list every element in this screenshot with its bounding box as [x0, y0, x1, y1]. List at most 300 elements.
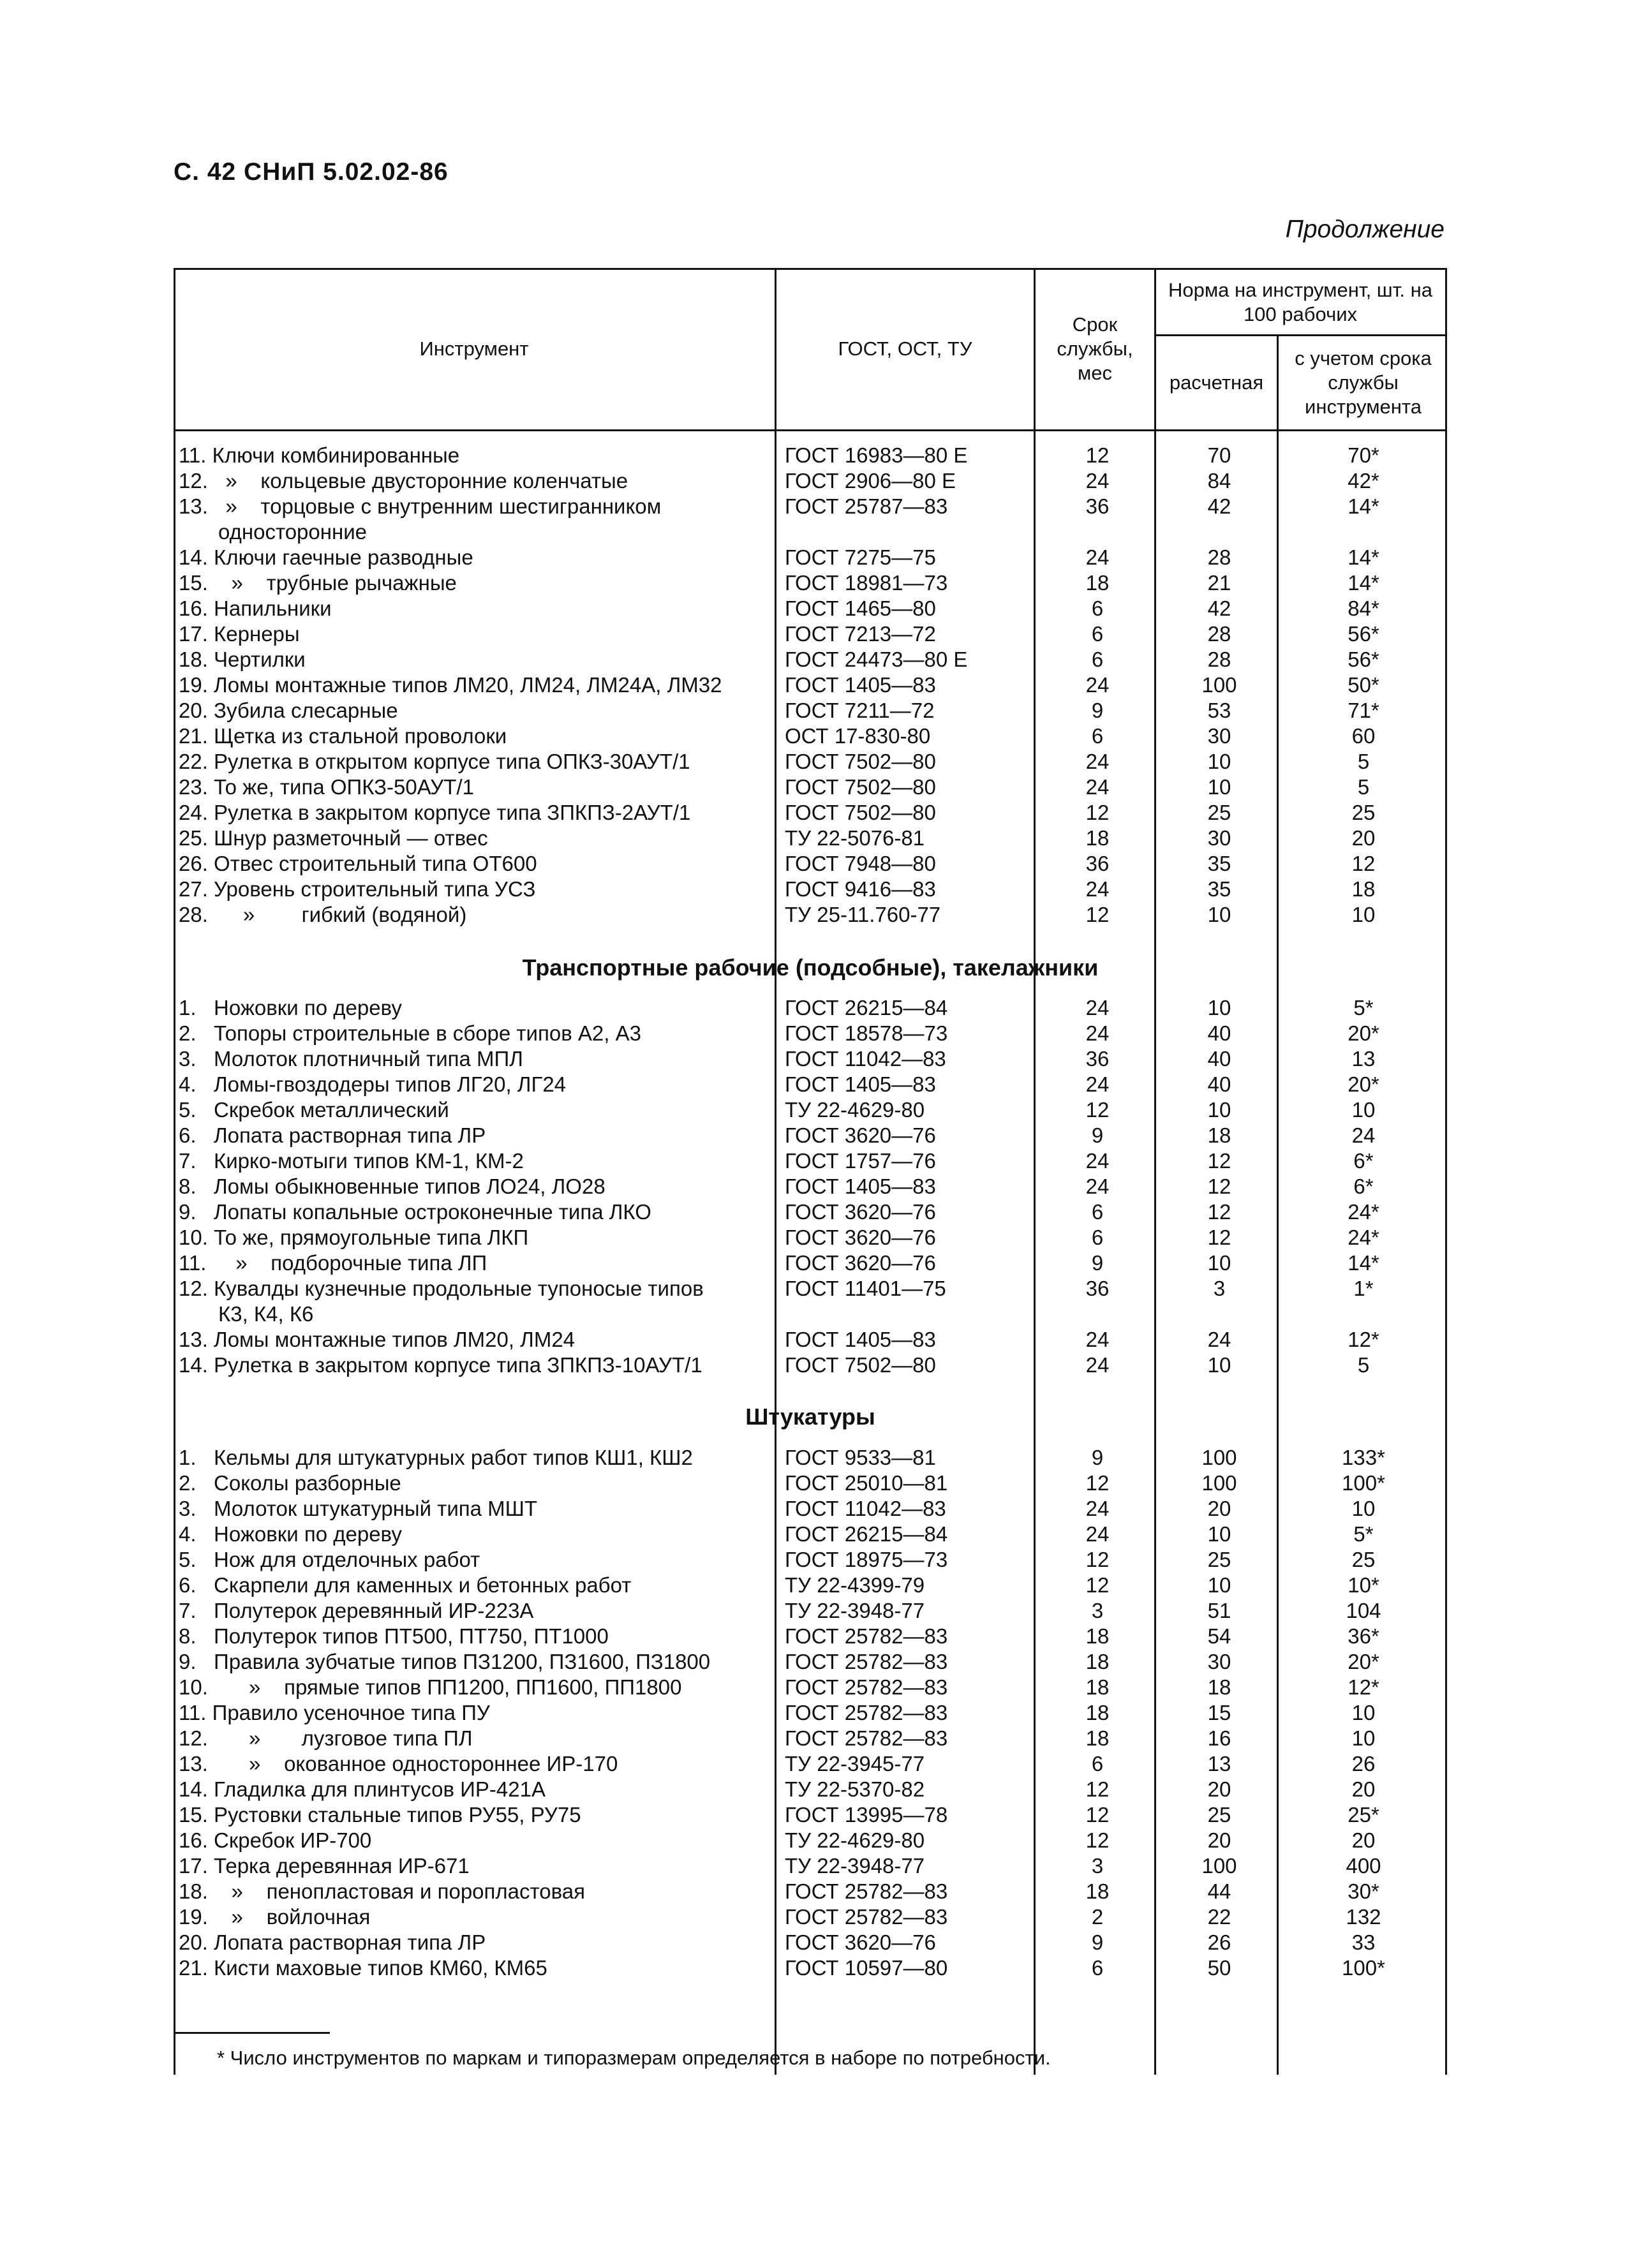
calc-norm-cell: 30 [1207, 1650, 1231, 1673]
gost-cell: ГОСТ 18578—73 [785, 1021, 948, 1045]
tool-name-text: 21. Щетка из стальной проволоки [179, 724, 507, 748]
calc-norm-cell: 40 [1207, 1047, 1231, 1071]
service-term-cell: 9 [1091, 699, 1104, 722]
tool-name-text: 13. » торцовые с внутренним шестигранником [179, 494, 662, 518]
gost-cell: ГОСТ 7213—72 [785, 622, 936, 646]
service-term-cell: 6 [1091, 1752, 1104, 1775]
tool-name-text: 24. Рулетка в закрытом корпусе типа ЗПКПЗ-2АУТ/1 [179, 801, 691, 824]
tool-name-text: 28. » гибкий (водяной) [179, 903, 467, 926]
life-norm-cell: 104 [1346, 1599, 1381, 1622]
calc-norm-cell: 10 [1207, 1251, 1231, 1275]
life-norm-cell: 1* [1353, 1277, 1374, 1300]
life-norm-cell: 5 [1357, 775, 1370, 799]
calc-norm-cell: 10 [1207, 1098, 1231, 1122]
gost-cell: ГОСТ 26215—84 [785, 996, 948, 1019]
tool-name [179, 1353, 773, 1378]
tool-name [179, 775, 773, 800]
life-norm-cell: 24 [1351, 1123, 1376, 1147]
service-term-cell: 12 [1085, 1471, 1110, 1495]
service-term-cell: 24 [1085, 1175, 1110, 1198]
continuation-label: Продолжение [1285, 216, 1445, 243]
tool-name [179, 1751, 773, 1777]
service-term-cell: 2 [1091, 1905, 1104, 1929]
gost-cell: ГОСТ 18981—73 [785, 571, 948, 595]
service-term-cell: 18 [1085, 1701, 1110, 1724]
life-norm-cell: 18 [1351, 877, 1376, 901]
calc-norm-cell: 18 [1207, 1123, 1231, 1147]
gost-cell: ГОСТ 25782—83 [785, 1905, 948, 1929]
life-norm-cell: 14* [1348, 494, 1379, 518]
gost-cell: ГОСТ 9416—83 [785, 877, 936, 901]
tool-name-text: 26. Отвес строительный типа ОТ600 [179, 852, 537, 875]
tool-name [179, 1225, 773, 1250]
life-norm-cell: 20* [1348, 1072, 1379, 1096]
life-norm-cell: 5 [1357, 1353, 1370, 1377]
calc-norm-cell: 10 [1207, 1573, 1231, 1597]
tool-name-text: 20. Зубила слесарные [179, 699, 398, 722]
life-norm-cell: 56* [1348, 648, 1379, 671]
service-term-cell: 36 [1085, 1047, 1110, 1071]
service-term-cell: 9 [1091, 1123, 1104, 1147]
calc-norm-cell: 42 [1207, 597, 1231, 620]
tool-name [179, 1853, 773, 1879]
service-term-cell: 24 [1085, 775, 1110, 799]
service-term-cell: 18 [1085, 1624, 1110, 1648]
calc-norm-cell: 20 [1207, 1777, 1231, 1801]
calc-norm-cell: 25 [1207, 1803, 1231, 1827]
gost-cell: ТУ 22-3948-77 [785, 1599, 925, 1622]
tool-name-text: 11. Правило усеночное типа ПУ [179, 1701, 490, 1724]
tool-name [179, 800, 773, 826]
calc-norm-cell: 15 [1207, 1701, 1231, 1724]
life-norm-cell: 30* [1348, 1879, 1379, 1903]
calc-norm-cell: 13 [1207, 1752, 1231, 1775]
tool-name [179, 1828, 773, 1853]
tool-name-text: 16. Скребок ИР-700 [179, 1828, 372, 1852]
tool-name [179, 1802, 773, 1828]
header-gost: ГОСТ, ОСТ, ТУ [838, 337, 972, 360]
calc-norm-cell: 10 [1207, 903, 1231, 926]
life-norm-cell: 12 [1351, 852, 1376, 875]
gost-cell: ГОСТ 7502—80 [785, 1353, 936, 1377]
tool-name-text: 1. Кельмы для штукатурных работ типов КШ1, КШ2 [179, 1446, 693, 1469]
calc-norm-cell: 40 [1207, 1072, 1231, 1096]
life-norm-cell: 13 [1351, 1047, 1376, 1071]
service-term-cell: 24 [1085, 1328, 1110, 1351]
header-term: Срок службы, мес [1057, 313, 1133, 384]
header-with-life: с учетом срока службы инструмента [1295, 347, 1432, 418]
life-norm-cell: 84* [1348, 597, 1379, 620]
calc-norm-cell: 100 [1201, 673, 1237, 697]
tool-name [179, 1250, 773, 1276]
gost-cell: ТУ 22-5076-81 [785, 826, 925, 850]
tool-name-text: 8. Ломы обыкновенные типов ЛО24, ЛО28 [179, 1175, 605, 1198]
tool-name [179, 851, 773, 877]
tool-name-text: 12. Кувалды кузнечные продольные тупоносые типов [179, 1277, 704, 1300]
tool-name [179, 1879, 773, 1904]
gost-cell: ГОСТ 10597—80 [785, 1956, 948, 1980]
life-norm-cell: 26 [1351, 1752, 1376, 1775]
service-term-cell: 12 [1085, 1828, 1110, 1852]
service-term-cell: 12 [1085, 801, 1110, 824]
tool-name [179, 1675, 773, 1700]
calc-norm-cell: 40 [1207, 1021, 1231, 1045]
service-term-cell: 6 [1091, 1956, 1104, 1980]
service-term-cell: 18 [1085, 1879, 1110, 1903]
calc-norm-cell: 20 [1207, 1497, 1231, 1520]
gost-cell: ГОСТ 18975—73 [785, 1548, 948, 1571]
tool-name-continuation: односторонние [218, 520, 367, 544]
service-term-cell: 24 [1085, 469, 1110, 493]
tool-name [179, 1522, 773, 1547]
calc-norm-cell: 21 [1207, 571, 1231, 595]
calc-norm-cell: 28 [1207, 622, 1231, 646]
life-norm-cell: 70* [1348, 443, 1379, 467]
tool-name [179, 570, 773, 596]
life-norm-cell: 10 [1351, 1098, 1376, 1122]
tool-name [179, 1097, 773, 1123]
service-term-cell: 24 [1085, 1072, 1110, 1096]
tool-name-text: 2. Соколы разборные [179, 1471, 401, 1495]
tool-name [179, 468, 773, 494]
gost-cell: ГОСТ 25782—83 [785, 1650, 948, 1673]
service-term-cell: 24 [1085, 1021, 1110, 1045]
tool-name-text: 10. То же, прямоугольные типа ЛКП [179, 1226, 529, 1249]
tool-name-text: 5. Скребок металлический [179, 1098, 449, 1122]
calc-norm-cell: 12 [1207, 1175, 1231, 1198]
service-term-cell: 9 [1091, 1931, 1104, 1954]
tool-name-text: 18. » пенопластовая и поропластовая [179, 1879, 585, 1903]
service-term-cell: 24 [1085, 1353, 1110, 1377]
gost-cell: ГОСТ 25782—83 [785, 1879, 948, 1903]
calc-norm-cell: 50 [1207, 1956, 1231, 1980]
gost-cell: ТУ 22-4629-80 [785, 1828, 925, 1852]
life-norm-cell: 60 [1351, 724, 1376, 748]
tool-name [179, 596, 773, 621]
life-norm-cell: 14* [1348, 571, 1379, 595]
service-term-cell: 6 [1091, 622, 1104, 646]
header-bottom-rule [174, 429, 1447, 431]
gost-cell: ГОСТ 9533—81 [785, 1446, 936, 1469]
service-term-cell: 12 [1085, 1098, 1110, 1122]
gost-cell: ГОСТ 7211—72 [785, 699, 935, 722]
gost-cell: ГОСТ 3620—76 [785, 1226, 936, 1249]
tool-name [179, 621, 773, 647]
service-term-cell: 12 [1085, 1573, 1110, 1597]
life-norm-cell: 14* [1348, 1251, 1379, 1275]
life-norm-cell: 10 [1351, 1701, 1376, 1724]
tool-name [179, 826, 773, 851]
calc-norm-cell: 10 [1207, 750, 1231, 773]
tool-name-text: 15. Рустовки стальные типов РУ55, РУ75 [179, 1803, 581, 1827]
gost-cell: ГОСТ 1757—76 [785, 1149, 936, 1173]
life-norm-cell: 10 [1351, 1497, 1376, 1520]
tool-name-text: 7. Кирко-мотыги типов КМ-1, КМ-2 [179, 1149, 524, 1173]
life-norm-cell: 56* [1348, 622, 1379, 646]
tool-name-text: 1. Ножовки по дереву [179, 996, 402, 1019]
footnote: * Число инструментов по маркам и типоразмерам определяется в наборе по потребности. [217, 2047, 1051, 2069]
service-term-cell: 24 [1085, 996, 1110, 1019]
tool-name-text: 6. Лопата растворная типа ЛР [179, 1123, 486, 1147]
life-norm-cell: 400 [1346, 1854, 1381, 1878]
life-norm-cell: 20 [1351, 1828, 1376, 1852]
calc-norm-cell: 30 [1207, 724, 1231, 748]
tool-name-text: 12. » кольцевые двусторонние коленчатые [179, 469, 628, 493]
life-norm-cell: 133* [1342, 1446, 1385, 1469]
header-instrument: Инструмент [419, 337, 529, 360]
calc-norm-cell: 35 [1207, 877, 1231, 901]
tool-name-text: 14. Рулетка в закрытом корпусе типа ЗПКПЗ-10АУТ/1 [179, 1353, 702, 1377]
calc-norm-cell: 12 [1207, 1200, 1231, 1224]
calc-norm-cell: 25 [1207, 801, 1231, 824]
service-term-cell: 36 [1085, 1277, 1110, 1300]
life-norm-cell: 36* [1348, 1624, 1379, 1648]
tool-name [179, 1445, 773, 1471]
tool-name-text: 19. » войлочная [179, 1905, 371, 1929]
calc-norm-cell: 42 [1207, 494, 1231, 518]
service-term-cell: 18 [1085, 1726, 1110, 1750]
tool-name-text: 23. То же, типа ОПКЗ-50АУТ/1 [179, 775, 474, 799]
tool-name [179, 1174, 773, 1199]
gost-cell: ГОСТ 25782—83 [785, 1701, 948, 1724]
tool-name [179, 1904, 773, 1930]
gost-cell: ТУ 22-4399-79 [785, 1573, 925, 1597]
calc-norm-cell: 24 [1207, 1328, 1231, 1351]
gost-cell: ТУ 25-11.760-77 [785, 903, 941, 926]
service-term-cell: 24 [1085, 1149, 1110, 1173]
tool-name [179, 902, 773, 928]
tool-name [179, 877, 773, 902]
service-term-cell: 24 [1085, 1522, 1110, 1546]
life-norm-cell: 42* [1348, 469, 1379, 493]
tool-name [179, 1327, 773, 1353]
service-term-cell: 12 [1085, 443, 1110, 467]
footnote-rule [174, 2032, 330, 2034]
calc-norm-cell: 100 [1201, 1854, 1237, 1878]
tool-name-text: 13. Ломы монтажные типов ЛМ20, ЛМ24 [179, 1328, 576, 1351]
tool-name [179, 723, 773, 749]
tool-name [179, 545, 773, 570]
service-term-cell: 12 [1085, 1548, 1110, 1571]
gost-cell: ГОСТ 1465—80 [785, 597, 936, 620]
life-norm-cell: 24* [1348, 1226, 1379, 1249]
life-norm-cell: 5 [1357, 750, 1370, 773]
tool-name [179, 672, 773, 698]
tool-name-text: 7. Полутерок деревянный ИР-223А [179, 1599, 534, 1622]
gost-cell: ТУ 22-3945-77 [785, 1752, 925, 1775]
gost-cell: ГОСТ 24473—80 Е [785, 648, 968, 671]
service-term-cell: 6 [1091, 724, 1104, 748]
calc-norm-cell: 10 [1207, 1353, 1231, 1377]
tool-name-text: 10. » прямые типов ПП1200, ПП1600, ПП1800 [179, 1675, 682, 1699]
tool-name [179, 1123, 773, 1148]
service-term-cell: 3 [1091, 1854, 1104, 1878]
calc-norm-cell: 18 [1207, 1675, 1231, 1699]
gost-cell: ГОСТ 7502—80 [785, 750, 936, 773]
service-term-cell: 18 [1085, 571, 1110, 595]
tool-name [179, 1930, 773, 1955]
tool-name [179, 494, 773, 545]
tool-name-text: 22. Рулетка в открытом корпусе типа ОПКЗ-30АУТ/1 [179, 750, 690, 773]
life-norm-cell: 5* [1353, 996, 1374, 1019]
tool-name-text: 11. Ключи комбинированные [179, 443, 460, 467]
gost-cell: ГОСТ 25782—83 [785, 1675, 948, 1699]
tool-name-text: 15. » трубные рычажные [179, 571, 457, 595]
service-term-cell: 36 [1085, 852, 1110, 875]
life-norm-cell: 33 [1351, 1931, 1376, 1954]
life-norm-cell: 5* [1353, 1522, 1374, 1546]
tool-name-text: 9. Правила зубчатые типов ПЗ1200, ПЗ1600, ПЗ1800 [179, 1650, 711, 1673]
service-term-cell: 6 [1091, 597, 1104, 620]
life-norm-cell: 24* [1348, 1200, 1379, 1224]
service-term-cell: 24 [1085, 1497, 1110, 1520]
calc-norm-cell: 84 [1207, 469, 1231, 493]
gost-cell: ГОСТ 25787—83 [785, 494, 948, 518]
tool-name-text: 12. » лузговое типа ПЛ [179, 1726, 473, 1750]
service-term-cell: 24 [1085, 750, 1110, 773]
tool-name-text: 3. Молоток плотничный типа МПЛ [179, 1047, 523, 1071]
tool-name-text: 4. Ломы-гвоздодеры типов ЛГ20, ЛГ24 [179, 1072, 567, 1096]
gost-cell: ГОСТ 3620—76 [785, 1123, 936, 1147]
service-term-cell: 6 [1091, 1200, 1104, 1224]
gost-cell: ГОСТ 7502—80 [785, 775, 936, 799]
tool-name [179, 1471, 773, 1496]
service-term-cell: 12 [1085, 903, 1110, 926]
tool-name-text: 27. Уровень строительный типа УСЗ [179, 877, 536, 901]
life-norm-cell: 20* [1348, 1650, 1379, 1673]
calc-norm-cell: 12 [1207, 1149, 1231, 1173]
tool-name-text: 8. Полутерок типов ПТ500, ПТ750, ПТ1000 [179, 1624, 609, 1648]
section-title-plasterers: Штукатуры [745, 1404, 875, 1430]
tool-name [179, 1046, 773, 1072]
gost-cell: ГОСТ 11042—83 [785, 1497, 946, 1520]
service-term-cell: 12 [1085, 1777, 1110, 1801]
tool-name [179, 1700, 773, 1726]
tool-name [179, 1777, 773, 1802]
life-norm-cell: 10 [1351, 903, 1376, 926]
gost-cell: ГОСТ 25782—83 [785, 1624, 948, 1648]
life-norm-cell: 25 [1351, 801, 1376, 824]
gost-cell: ГОСТ 7502—80 [785, 801, 936, 824]
calc-norm-cell: 26 [1207, 1931, 1231, 1954]
gost-cell: ГОСТ 26215—84 [785, 1522, 948, 1546]
life-norm-cell: 25 [1351, 1548, 1376, 1571]
life-norm-cell: 20* [1348, 1021, 1379, 1045]
tool-name-text: 21. Кисти маховые типов КМ60, КМ65 [179, 1956, 547, 1980]
calc-norm-cell: 51 [1207, 1599, 1231, 1622]
gost-cell: ГОСТ 13995—78 [785, 1803, 948, 1827]
life-norm-cell: 25* [1348, 1803, 1379, 1827]
tool-name-text: 17. Терка деревянная ИР-671 [179, 1854, 470, 1878]
gost-cell: ГОСТ 2906—80 Е [785, 469, 956, 493]
calc-norm-cell: 30 [1207, 826, 1231, 850]
gost-cell: ГОСТ 1405—83 [785, 1328, 936, 1351]
service-term-cell: 24 [1085, 877, 1110, 901]
calc-norm-cell: 10 [1207, 996, 1231, 1019]
tool-name-text: 13. » окованное одностороннее ИР-170 [179, 1752, 618, 1775]
tool-name [179, 443, 773, 468]
calc-norm-cell: 35 [1207, 852, 1231, 875]
service-term-cell: 9 [1091, 1446, 1104, 1469]
life-norm-cell: 12* [1348, 1675, 1379, 1699]
calc-norm-cell: 28 [1207, 545, 1231, 569]
calc-norm-cell: 22 [1207, 1905, 1231, 1929]
calc-norm-cell: 53 [1207, 699, 1231, 722]
service-term-cell: 24 [1085, 545, 1110, 569]
life-norm-cell: 100* [1342, 1956, 1385, 1980]
header-calc: расчетная [1169, 371, 1264, 394]
life-norm-cell: 12* [1348, 1328, 1379, 1351]
gost-cell: ГОСТ 3620—76 [785, 1931, 936, 1954]
calc-norm-cell: 44 [1207, 1879, 1231, 1903]
gost-cell: ТУ 22-4629-80 [785, 1098, 925, 1122]
life-norm-cell: 50* [1348, 673, 1379, 697]
service-term-cell: 6 [1091, 1226, 1104, 1249]
life-norm-cell: 14* [1348, 545, 1379, 569]
service-term-cell: 6 [1091, 648, 1104, 671]
tool-name-text: 9. Лопаты копальные остроконечные типа ЛКО [179, 1200, 651, 1224]
tool-name-text: 17. Кернеры [179, 622, 300, 646]
tool-name-text: 20. Лопата растворная типа ЛР [179, 1931, 486, 1954]
tool-name [179, 1726, 773, 1751]
gost-cell: ГОСТ 11401—75 [785, 1277, 946, 1300]
gost-cell: ГОСТ 7948—80 [785, 852, 936, 875]
tool-name-text: 6. Скарпели для каменных и бетонных работ [179, 1573, 632, 1597]
col-rule-gost [775, 268, 776, 2075]
tool-name-continuation: К3, К4, К6 [218, 1302, 314, 1326]
tool-name [179, 749, 773, 775]
service-term-cell: 3 [1091, 1599, 1104, 1622]
calc-norm-cell: 100 [1201, 1446, 1237, 1469]
gost-cell: ГОСТ 1405—83 [785, 673, 936, 697]
gost-cell: ГОСТ 25782—83 [785, 1726, 948, 1750]
gost-cell: ГОСТ 25010—81 [785, 1471, 948, 1495]
tool-name-text: 11. » подборочные типа ЛП [179, 1251, 487, 1275]
service-term-cell: 18 [1085, 1675, 1110, 1699]
tool-name-text: 16. Напильники [179, 597, 332, 620]
tool-name-text: 5. Нож для отделочных работ [179, 1548, 480, 1571]
life-norm-cell: 20 [1351, 826, 1376, 850]
gost-cell: ГОСТ 16983—80 Е [785, 443, 968, 467]
life-norm-cell: 100* [1342, 1471, 1385, 1495]
tool-name-text: 18. Чертилки [179, 648, 306, 671]
life-norm-cell: 6* [1353, 1175, 1374, 1198]
calc-norm-cell: 20 [1207, 1828, 1231, 1852]
life-norm-cell: 6* [1353, 1149, 1374, 1173]
gost-cell: ТУ 22-5370-82 [785, 1777, 925, 1801]
life-norm-cell: 20 [1351, 1777, 1376, 1801]
tool-name [179, 647, 773, 672]
calc-norm-cell: 28 [1207, 648, 1231, 671]
tool-name [179, 1496, 773, 1522]
tool-name [179, 1021, 773, 1046]
gost-cell: ТУ 22-3948-77 [785, 1854, 925, 1878]
tool-name [179, 1649, 773, 1675]
tool-name-text: 19. Ломы монтажные типов ЛМ20, ЛМ24, ЛМ24А, ЛМ32 [179, 673, 722, 697]
service-term-cell: 12 [1085, 1803, 1110, 1827]
gost-cell: ГОСТ 3620—76 [785, 1200, 936, 1224]
tool-name-text: 25. Шнур разметочный — отвес [179, 826, 488, 850]
tool-name-text: 2. Топоры строительные в сборе типов А2, А3 [179, 1021, 641, 1045]
tool-name-text: 14. Ключи гаечные разводные [179, 545, 473, 569]
tool-name-text: 14. Гладилка для плинтусов ИР-421А [179, 1777, 546, 1801]
service-term-cell: 9 [1091, 1251, 1104, 1275]
tool-name-text: 3. Молоток штукатурный типа МШТ [179, 1497, 538, 1520]
calc-norm-cell: 3 [1213, 1277, 1226, 1300]
calc-norm-cell: 10 [1207, 775, 1231, 799]
left-border [174, 268, 175, 2075]
calc-norm-cell: 16 [1207, 1726, 1231, 1750]
